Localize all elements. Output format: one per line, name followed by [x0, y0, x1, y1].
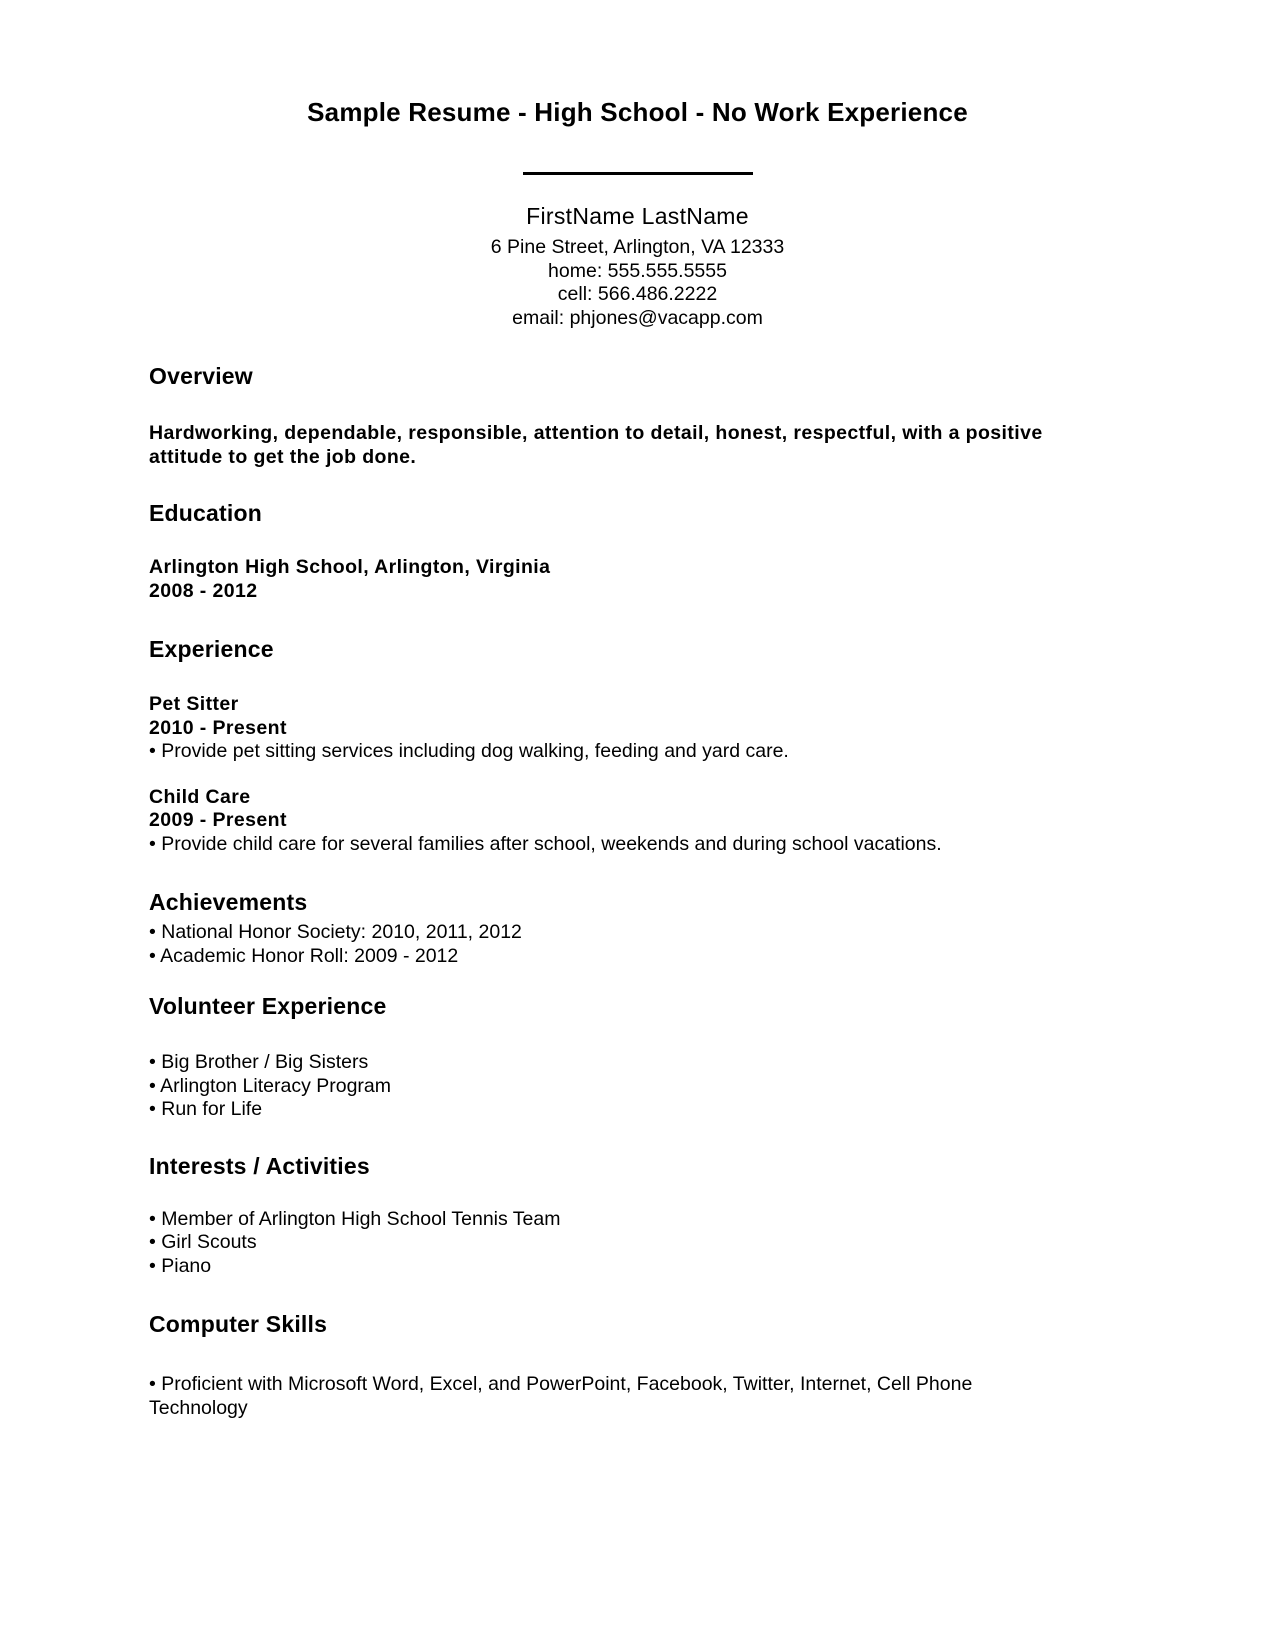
contact-block	[149, 203, 1126, 330]
achievements-list	[149, 921, 1126, 968]
section-heading-computer-skills: Computer Skills	[149, 1311, 328, 1337]
overview-text-line: attitude to get the job done.	[149, 445, 417, 468]
section-heading-interests-activities: Interests / Activities	[149, 1152, 370, 1179]
job-title: Pet Sitter	[149, 693, 239, 715]
computer-skills-line: • Proficient with Microsoft Word, Excel, and PowerPoint, Facebook, Twitter, Internet, Cell Phone	[149, 1373, 973, 1395]
experience-entry	[149, 693, 1126, 764]
section-heading-education: Education	[149, 500, 262, 526]
contact-cell-phone: cell: 566.486.2222	[557, 283, 718, 305]
section-heading-overview: Overview	[149, 363, 253, 389]
section-heading-volunteer-experience: Volunteer Experience	[149, 993, 387, 1019]
experience-entry	[149, 786, 1126, 857]
job-title: Child Care	[149, 785, 251, 808]
list-item: • Member of Arlington High School Tennis Team	[149, 1207, 561, 1230]
contact-home-phone: home: 555.555.5555	[548, 259, 727, 282]
job-bullet-item: • Provide child care for several families after school, weekends and during school vacations.	[149, 832, 942, 855]
computer-skills-text	[149, 1373, 1126, 1420]
list-item: • Arlington Literacy Program	[149, 1074, 392, 1097]
job-bullet-item: • Provide pet sitting services including dog walking, feeding and yard care.	[149, 740, 789, 762]
document-title: Sample Resume - High School - No Work Experience	[307, 97, 968, 127]
education-entry	[149, 556, 1126, 603]
education-school: Arlington High School, Arlington, Virginia	[149, 556, 551, 578]
list-item: • Run for Life	[149, 1098, 263, 1120]
volunteer-list	[149, 1051, 1126, 1122]
contact-address: 6 Pine Street, Arlington, VA 12333	[490, 236, 785, 258]
contact-lines	[149, 236, 1126, 330]
computer-skills-line: Technology	[149, 1396, 248, 1419]
overview-text	[149, 422, 1126, 469]
section-heading-experience: Experience	[149, 636, 274, 662]
contact-name: FirstName LastName	[526, 203, 749, 229]
job-dates: 2010 - Present	[149, 716, 287, 739]
divider-line	[523, 172, 753, 175]
education-years: 2008 - 2012	[149, 579, 258, 602]
list-item: • Piano	[149, 1254, 212, 1277]
list-item: • Girl Scouts	[149, 1231, 257, 1253]
job-dates: 2009 - Present	[149, 809, 287, 831]
contact-email: email: phjones@vacapp.com	[512, 306, 763, 329]
list-item: • Big Brother / Big Sisters	[149, 1051, 369, 1073]
list-item: • Academic Honor Roll: 2009 - 2012	[149, 944, 459, 967]
list-item: • National Honor Society: 2010, 2011, 2012	[149, 921, 522, 943]
overview-text-line: Hardworking, dependable, responsible, attention to detail, honest, respectful, with a positive	[149, 422, 1043, 444]
interests-list	[149, 1208, 1126, 1279]
section-heading-achievements: Achievements	[149, 889, 308, 915]
